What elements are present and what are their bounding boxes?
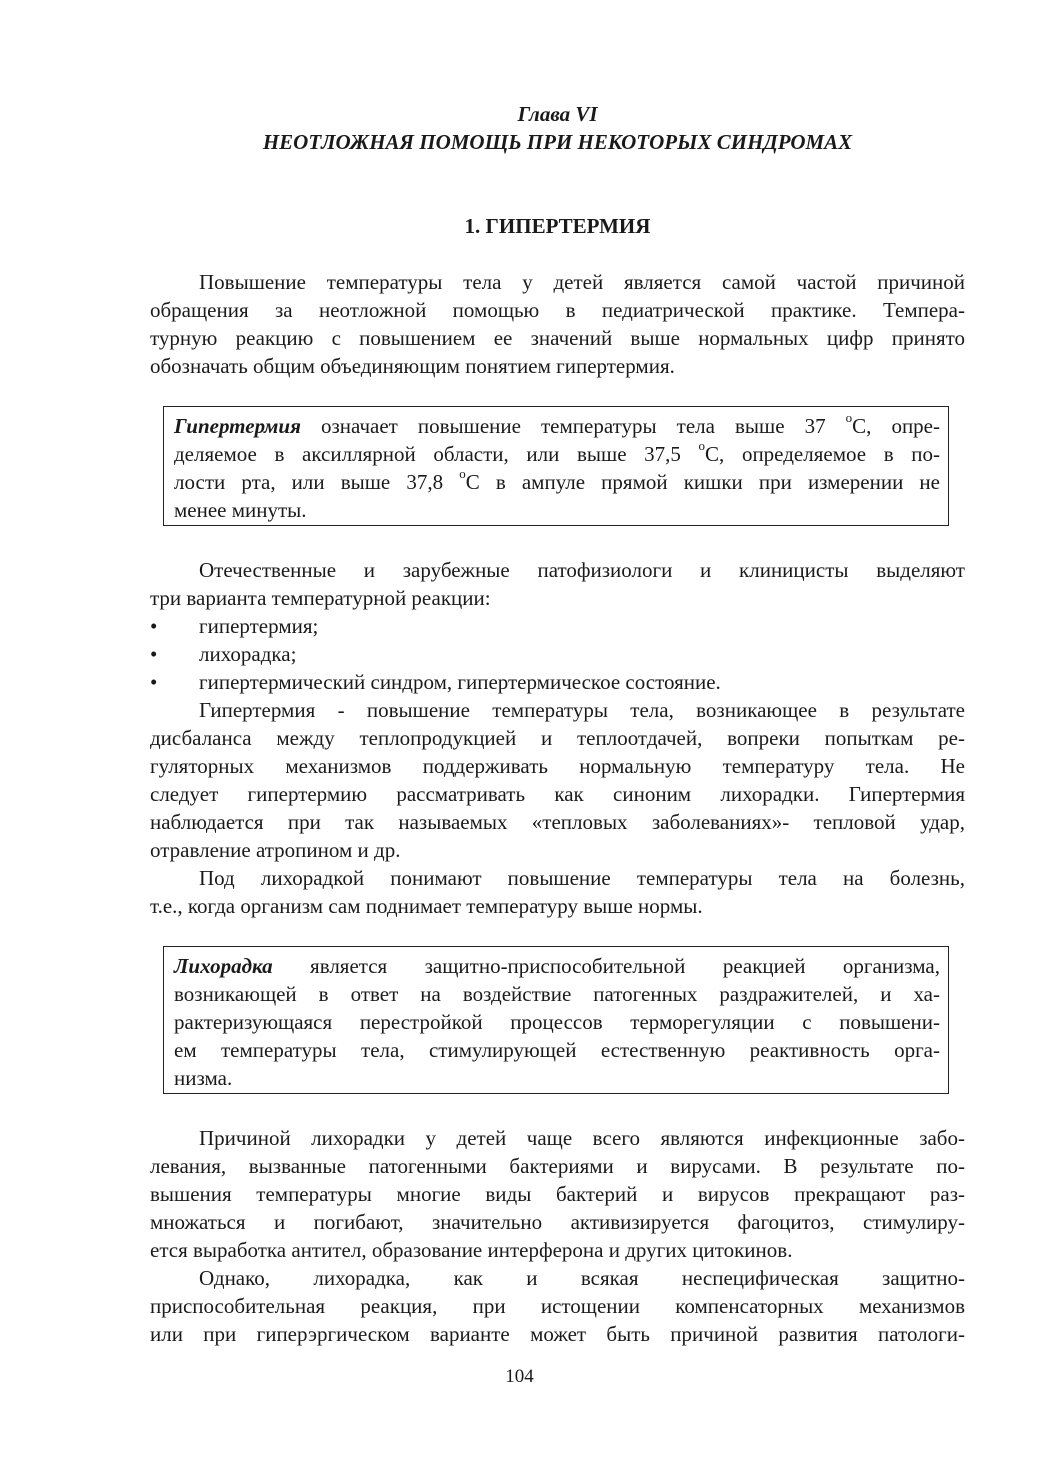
degree-sign: o xyxy=(459,466,466,481)
term-hyperthermia: Гипертермия xyxy=(174,414,301,438)
chapter-label: Глава VI xyxy=(517,102,598,126)
bullet-marker: • xyxy=(150,642,158,666)
definition-fever-line-3: рактеризующаяся перестройкой процессов терморегуляции с повышени- xyxy=(174,1010,940,1034)
fever-line-2: т.е., когда организм сам поднимает температуру выше нормы. xyxy=(150,894,703,918)
causes-line-2: левания, вызванные патогенными бактериями и вирусами. В результате по- xyxy=(150,1154,965,1178)
bullet-marker: • xyxy=(150,670,158,694)
intro-line-3: турную реакцию с повышением ее значений выше нормальных цифр принято xyxy=(150,326,965,350)
definition-hyperthermia-line-4: менее минуты. xyxy=(174,498,307,522)
intro-line-2: обращения за неотложной помощью в педиатрической практике. Темпера- xyxy=(150,298,965,322)
definition-fever-line-2: возникающей в ответ на воздействие патогенных раздражителей, и ха- xyxy=(174,982,940,1006)
bullet-marker: • xyxy=(150,614,158,638)
page-number: 104 xyxy=(505,1366,534,1387)
hyperthermia-line-1: Гипертермия - повышение температуры тела, возникающее в результате xyxy=(199,698,965,722)
chapter-title: НЕОТЛОЖНАЯ ПОМОЩЬ ПРИ НЕКОТОРЫХ СИНДРОМАХ xyxy=(262,130,853,154)
hyperthermia-line-5: наблюдается при так называемых «тепловых заболеваниях»- тепловой удар, xyxy=(150,810,965,834)
list-item: лихорадка; xyxy=(199,642,297,666)
hyperthermia-line-2: дисбаланса между теплопродукцией и теплоотдачей, вопреки попыткам ре- xyxy=(150,726,965,750)
definition-hyperthermia-line-3: лости рта, или выше 37,8 $^o$С в ампуле прямой кишки при измерении не xyxy=(174,466,940,494)
definition-hyperthermia-line-1: Гипертермия означает повышение температуры тела выше 37 $^o$С, опре- xyxy=(174,410,940,438)
list-item: гипертермический синдром, гипертермическое состояние. xyxy=(199,670,721,694)
degree-sign: o xyxy=(845,410,853,425)
intro-line-1: Повышение температуры тела у детей является самой частой причиной xyxy=(199,270,965,294)
section-title: 1. ГИПЕРТЕРМИЯ xyxy=(464,214,651,238)
variants-line-1: Отечественные и зарубежные патофизиологи и клиницисты выделяют xyxy=(199,558,965,582)
causes-line-3: вышения температуры многие виды бактерий и вирусов прекращают раз- xyxy=(150,1182,965,1206)
however-line-2: приспособительная реакция, при истощении компенсаторных механизмов xyxy=(150,1294,965,1318)
definition-fever-line-4: ем температуры тела, стимулирующей естественную реактивность орга- xyxy=(174,1038,940,1062)
however-line-3: или при гиперэргическом варианте может быть причиной развития патологи- xyxy=(150,1322,965,1346)
variants-line-2: три варианта температурной реакции: xyxy=(150,586,491,610)
hyperthermia-line-6: отравление атропином и др. xyxy=(150,838,401,862)
term-fever: Лихорадка xyxy=(174,954,273,978)
hyperthermia-line-4: следует гипертермию рассматривать как синоним лихорадки. Гипертермия xyxy=(150,782,965,806)
intro-line-4: обозначать общим объединяющим понятием гипертермия. xyxy=(150,354,675,378)
definition-fever-line-5: низма. xyxy=(174,1066,233,1090)
causes-line-5: ется выработка антител, образование интерферона и других цитокинов. xyxy=(150,1238,793,1262)
causes-line-4: множаться и погибают, значительно активизируется фагоцитоз, стимулиру- xyxy=(150,1210,965,1234)
definition-fever-line-1: Лихорадка является защитно-приспособительной реакцией организма, xyxy=(174,954,940,978)
however-line-1: Однако, лихорадка, как и всякая неспецифическая защитно- xyxy=(199,1266,965,1290)
degree-sign: o xyxy=(698,438,706,453)
definition-hyperthermia-line-2: деляемое в аксиллярной области, или выше 37,5 $^o$С, определяемое в по- xyxy=(174,438,940,466)
hyperthermia-line-3: гуляторных механизмов поддерживать нормальную температуру тела. Не xyxy=(150,754,965,778)
fever-line-1: Под лихорадкой понимают повышение температуры тела на болезнь, xyxy=(199,866,965,890)
causes-line-1: Причиной лихорадки у детей чаще всего являются инфекционные забо- xyxy=(199,1126,965,1150)
list-item: гипертермия; xyxy=(199,614,319,638)
